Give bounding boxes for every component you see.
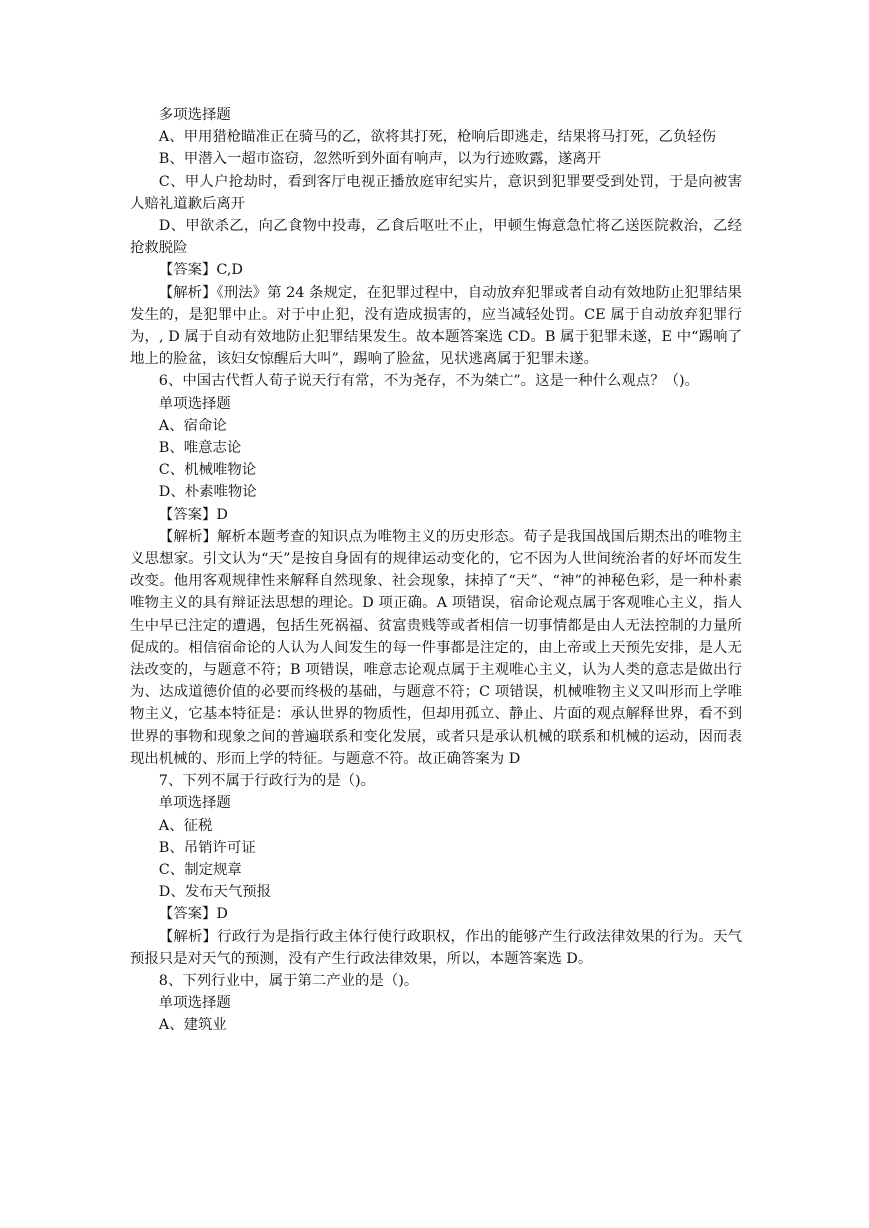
option-a: A、建筑业 [158,1017,227,1034]
option-d: D、发布天气预报 [158,884,272,901]
option-c: C、制定规章 [158,861,242,878]
question-6: 6、中国古代哲人荀子说天行有常，不为尧存，不为桀亡”。这是一种什么观点？（)。 [158,373,699,390]
question-type-label: 多项选择题 [158,107,231,123]
question-7: 7、下列不属于行政行为的是（)。 [158,773,376,790]
option-d: D、甲欲杀乙，向乙食物中投毒，乙食后呕吐不止，甲顿生悔意急忙将乙送医院救治，乙经抢救脱险 [130,218,742,257]
option-b: B、甲潜入一超市盗窃，忽然听到外面有响声，以为行迹败露，遂离开 [158,151,602,168]
question-type-label: 单项选择题 [158,395,231,412]
option-c: C、甲人户抢劫时，看到客厅电视正播放庭审纪实片，意识到犯罪要受到处罚，于是向被害人赔礼道歉后离开 [130,173,742,212]
answer-line: 【答案】D [158,906,228,923]
question-type-label: 单项选择题 [158,795,231,812]
explanation: 【解析】《刑法》第 24 条规定，在犯罪过程中，自动放弃犯罪或者自动有效地防止犯罪结果发生的，是犯罪中止。对于中止犯，没有造成损害的，应当减轻处罚。CE 属于自动放弃犯罪行为，, D 属于自动有效地防止犯罪结果发生。故本题答案选 CD。B 属于犯罪未遂，E 中“踢响了地上的脸盆，该妇女惊醒后大叫”，踢响了脸盆，见状逃离属于犯罪未遂。 [130,284,742,368]
option-a: A、宿命论 [158,417,227,434]
explanation: 【解析】解析本题考查的知识点为唯物主义的历史形态。荀子是我国战国后期杰出的唯物主义思想家。引文认为“天”是按自身固有的规律运动变化的，它不因为人世间统治者的好坏而发生改变。他用客观规律性来解释自然现象、社会现象，抹掉了“天”、“神”的神秘色彩，是一种朴素唯物主义的具有辩证法思想的理论。D 项正确。A 项错误，宿命论观点属于客观唯心主义，指人生中早已注定的遭遇，包括生死祸福、贫富贵贱等或者相信一切事情都是由人无法控制的力量所促成的。相信宿命论的人认为人间发生的每一件事都是注定的，由上帝或上天预先安排，是人无法改变的，与题意不符；B 项错误，唯意志论观点属于主观唯心主义，认为人类的意志是做出行为、达成道德价值的必要而终极的基础，与题意不符；C 项错误，机械唯物主义又叫形而上学唯物主义，它基本特征是：承认世界的物质性，但却用孤立、静止、片面的观点解释世界，看不到世界的事物和现象之间的普遍联系和变化发展，或者只是承认机械的联系和机械的运动，因而表现出机械的、形而上学的特征。与题意不符。故正确答案为 D [130,528,742,767]
explanation: 【解析】行政行为是指行政主体行使行政职权，作出的能够产生行政法律效果的行为。天气预报只是对天气的预测，没有产生行政法律效果，所以，本题答案选 D。 [130,928,742,967]
option-b: B、唯意志论 [158,440,242,457]
question-type-label: 单项选择题 [158,995,231,1012]
question-8: 8、下列行业中，属于第二产业的是（)。 [158,972,419,989]
option-c: C、机械唯物论 [158,462,257,479]
option-a: A、甲用猎枪瞄准正在骑马的乙，欲将其打死，枪响后即逃走，结果将马打死，乙负轻伤 [158,129,717,146]
option-b: B、吊销许可证 [158,839,256,856]
option-d: D、朴素唯物论 [158,484,257,501]
answer-line: 【答案】C,D [158,262,243,279]
answer-line: 【答案】D [158,506,228,523]
document-body [130,104,742,1037]
option-a: A、征税 [158,817,213,834]
